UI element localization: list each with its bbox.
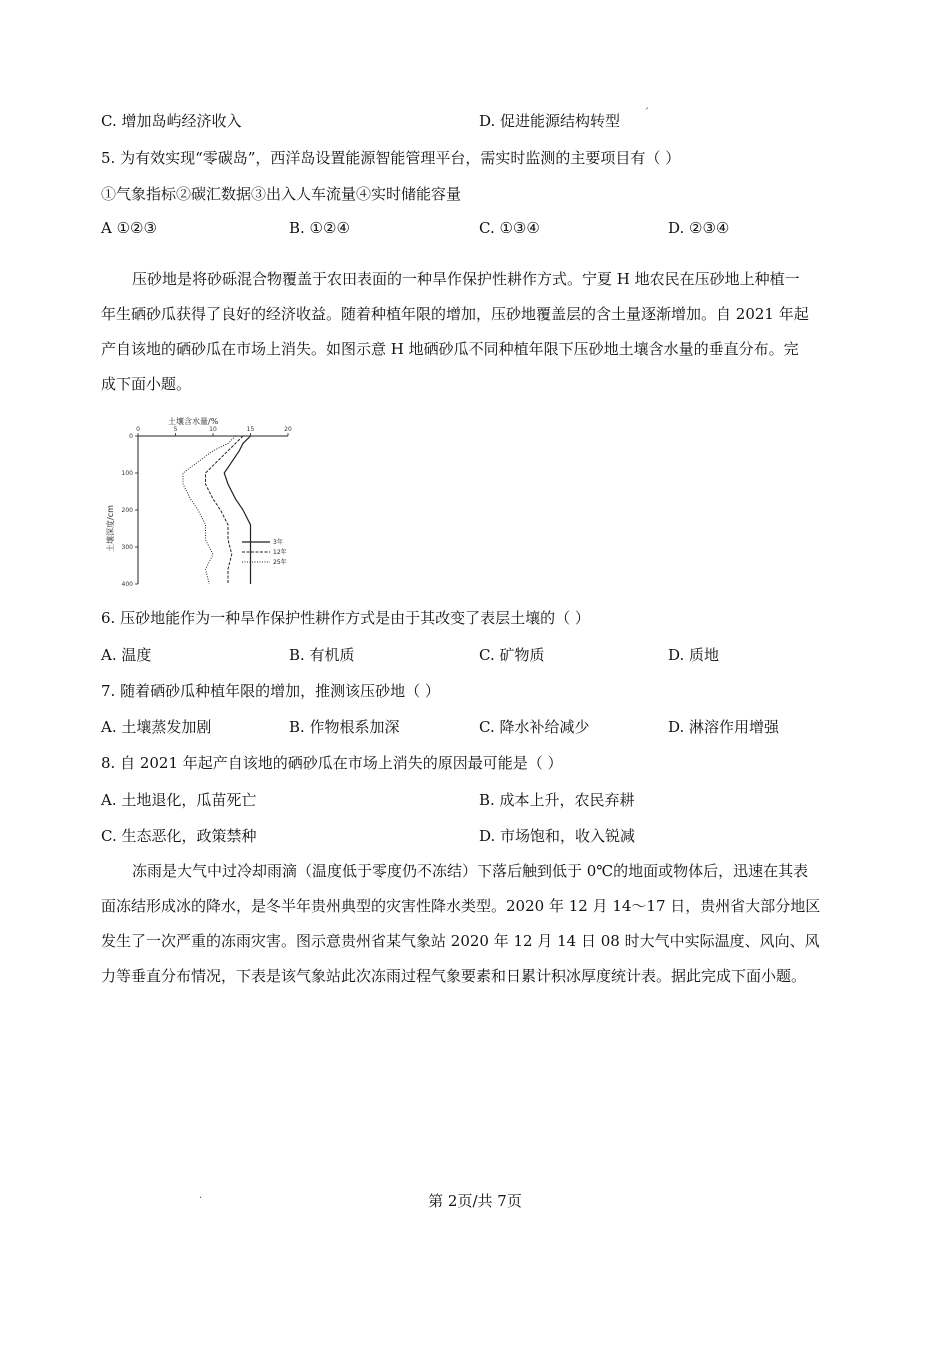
q5-stem: 5. 为有效实现“零碳岛”，西洋岛设置能源智能管理平台，需实时监测的主要项目有（ ）: [101, 149, 681, 167]
series-line-3: [183, 436, 236, 584]
q7-option-c: C. 降水补给减少: [479, 718, 590, 736]
q5-option-a: A ①②③: [101, 219, 157, 237]
y-tick-label: 200: [121, 507, 133, 514]
x-tick-label: 20: [284, 426, 292, 433]
x-tick-label: 0: [136, 426, 140, 433]
q4-option-d: D. 促进能源结构转型: [479, 112, 621, 130]
q8-option-a: A. 土地退化，瓜苗死亡: [101, 791, 257, 809]
q5-option-c: C. ①③④: [479, 219, 540, 237]
q6-option-d: D. 质地: [668, 646, 720, 664]
y-tick-label: 0: [129, 433, 133, 440]
q6-option-b: B. 有机质: [289, 646, 355, 664]
legend-label: 3年: [273, 539, 283, 546]
q8-option-c: C. 生态恶化，政策禁种: [101, 827, 257, 845]
y-tick-label: 300: [121, 544, 133, 551]
q7-option-d: D. 淋溶作用增强: [668, 718, 780, 736]
y-tick-label: 100: [121, 470, 133, 477]
legend-label: 25年: [273, 559, 287, 566]
q7-option-a: A. 土壤蒸发加剧: [101, 718, 212, 736]
q8-stem: 8. 自 2021 年起产自该地的硒砂瓜在市场上消失的原因最可能是（ ）: [101, 754, 563, 772]
passage2-line: 力等垂直分布情况，下表是该气象站此次冻雨过程气象要素和日累计积冰厚度统计表。据此完成下面小题。: [101, 967, 807, 985]
stray-dot: ·: [199, 1193, 203, 1204]
q6-option-c: C. 矿物质: [479, 646, 545, 664]
soil-moisture-chart: [100, 412, 310, 592]
q6-option-a: A. 温度: [101, 646, 152, 664]
passage1-line: 成下面小题。: [101, 375, 192, 393]
q8-option-d: D. 市场饱和，收入锐减: [479, 827, 636, 845]
passage2-line: 冻雨是大气中过冷却雨滴（温度低于零度仍不冻结）下落后触到低于 0℃的地面或物体后，迅速在其表: [132, 862, 809, 880]
series-line-1: [224, 436, 250, 584]
passage2-line: 面冻结形成冰的降水，是冬半年贵州典型的灾害性降水类型。2020 年 12 月 14～17 日，贵州省大部分地区: [101, 897, 821, 915]
passage1-line: 压砂地是将砂砾混合物覆盖于农田表面的一种旱作保护性耕作方式。宁夏 H 地农民在压砂地上种植一: [132, 270, 800, 288]
series-line-2: [206, 436, 244, 584]
passage1-line: 产自该地的硒砂瓜在市场上消失。如图示意 H 地硒砂瓜不同种植年限下压砂地土壤含水量的垂直分布。完: [101, 340, 799, 358]
chart-title: 土壤含水量/%: [168, 417, 219, 426]
q7-stem: 7. 随着硒砂瓜种植年限的增加，推测该压砂地（ ）: [101, 682, 440, 700]
q5-option-b: B. ①②④: [289, 219, 350, 237]
stray-mark: ˊ: [644, 108, 649, 119]
passage1-line: 年生硒砂瓜获得了良好的经济收益。随着种植年限的增加，压砂地覆盖层的含土量逐渐增加。自 2021 年起: [101, 305, 809, 323]
q7-option-b: B. 作物根系加深: [289, 718, 400, 736]
y-tick-label: 400: [121, 581, 133, 588]
passage-press-sand-land: [101, 262, 861, 402]
legend-label: 12年: [273, 549, 287, 556]
x-tick-label: 5: [173, 426, 178, 433]
q6-stem: 6. 压砂地能作为一种旱作保护性耕作方式是由于其改变了表层土壤的（ ）: [101, 609, 590, 627]
passage2-line: 发生了一次严重的冻雨灾害。图示意贵州省某气象站 2020 年 12 月 14 日 08 时大气中实际温度、风向、风: [101, 932, 820, 950]
q5-items: ①气象指标②碳汇数据③出入人车流量④实时储能容量: [101, 185, 462, 203]
q5-option-d: D. ②③④: [668, 219, 730, 237]
chart-ylabel: 土壤深度/cm: [106, 505, 115, 552]
passage-freezing-rain: [101, 854, 861, 994]
x-tick-label: 10: [209, 426, 217, 433]
x-tick-label: 15: [246, 426, 255, 433]
page-number: 第 2页/共 7页: [428, 1192, 522, 1210]
q8-option-b: B. 成本上升，农民弃耕: [479, 791, 635, 809]
q4-option-c: C. 增加岛屿经济收入: [101, 112, 242, 130]
